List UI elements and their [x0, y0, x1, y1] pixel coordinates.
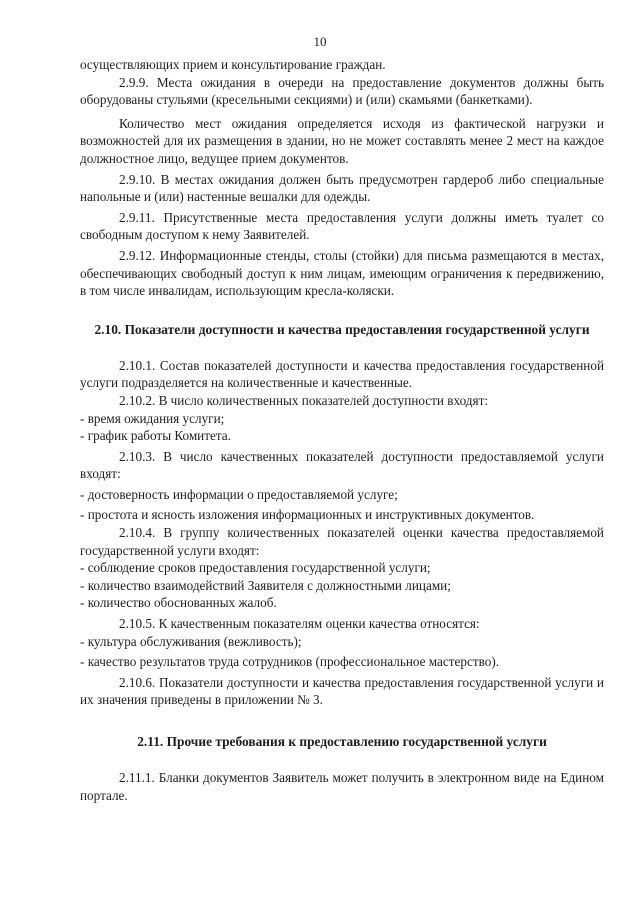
list-item: - время ожидания услуги;	[80, 410, 225, 426]
list-item: - качество результатов труда сотрудников (профессиональное мастерство).	[80, 654, 500, 670]
paragraph: 2.10.5. К качественным показателям оценки качества относятся:	[119, 616, 480, 632]
paragraph: 2.10.1. Состав показателей доступности и качества предоставления государственной услуги подразделяется на количественные и качественные.	[80, 357, 604, 391]
list-item: - график работы Комитета.	[80, 428, 231, 444]
list-item: - количество обоснованных жалоб.	[80, 595, 277, 611]
section-heading: 2.10. Показатели доступности и качества предоставления государственной услуги	[94, 321, 590, 337]
paragraph: Количество мест ожидания определяется исходя из фактической нагрузки и возможностей для их размещения в здании, но не может составлять менее 2 мест на каждое должностное лицо, ведущее прием документов.	[80, 115, 604, 166]
document-body	[80, 56, 604, 804]
paragraph: осуществляющих прием и консультирование граждан.	[80, 57, 386, 72]
list-item: - простота и ясность изложения информационных и инструктивных документов.	[80, 507, 535, 523]
paragraph: 2.9.9. Места ожидания в очереди на предоставление документов должны быть оборудованы стульями (кресельными секциями) и (или) скамьями (банкетками).	[80, 74, 604, 108]
section-heading: 2.11. Прочие требования к предоставлению государственной услуги	[137, 734, 547, 749]
list-item: - количество взаимодействий Заявителя с должностными лицами;	[80, 577, 451, 593]
list-item: - соблюдение сроков предоставления государственной услуги;	[80, 560, 431, 576]
paragraph: 2.10.4. В группу количественных показателей оценки качества предоставляемой государственной услуги входят:	[80, 525, 604, 558]
paragraph: 2.9.12. Информационные стенды, столы (стойки) для письма размещаются в местах, обеспечивающих свободный доступ к ним лицам, имеющим ограничения к передвижению, в том числе инвалидам, использующим кресла-коляски.	[80, 247, 604, 299]
paragraph: 2.9.10. В местах ожидания должен быть предусмотрен гардероб либо специальные напольные и (или) настенные вешалки для одежды.	[80, 171, 604, 205]
page-number: 10	[313, 34, 327, 49]
paragraph: 2.11.1. Бланки документов Заявитель может получить в электронном виде на Едином портале.	[80, 770, 604, 803]
paragraph: 2.10.3. В число качественных показателей доступности предоставляемой услуги входят:	[80, 448, 604, 482]
list-item: - достоверность информации о предоставляемой услуге;	[80, 486, 398, 502]
list-item: - культура обслуживания (вежливость);	[80, 633, 302, 649]
paragraph: 2.10.2. В число количественных показателей доступности входят:	[119, 392, 489, 408]
paragraph: 2.10.6. Показатели доступности и качества предоставления государственной услуги и их значения приведены в приложении № 3.	[80, 674, 604, 708]
paragraph: 2.9.11. Присутственные места предоставления услуги должны иметь туалет со свободным доступом к нему Заявителей.	[80, 209, 604, 243]
